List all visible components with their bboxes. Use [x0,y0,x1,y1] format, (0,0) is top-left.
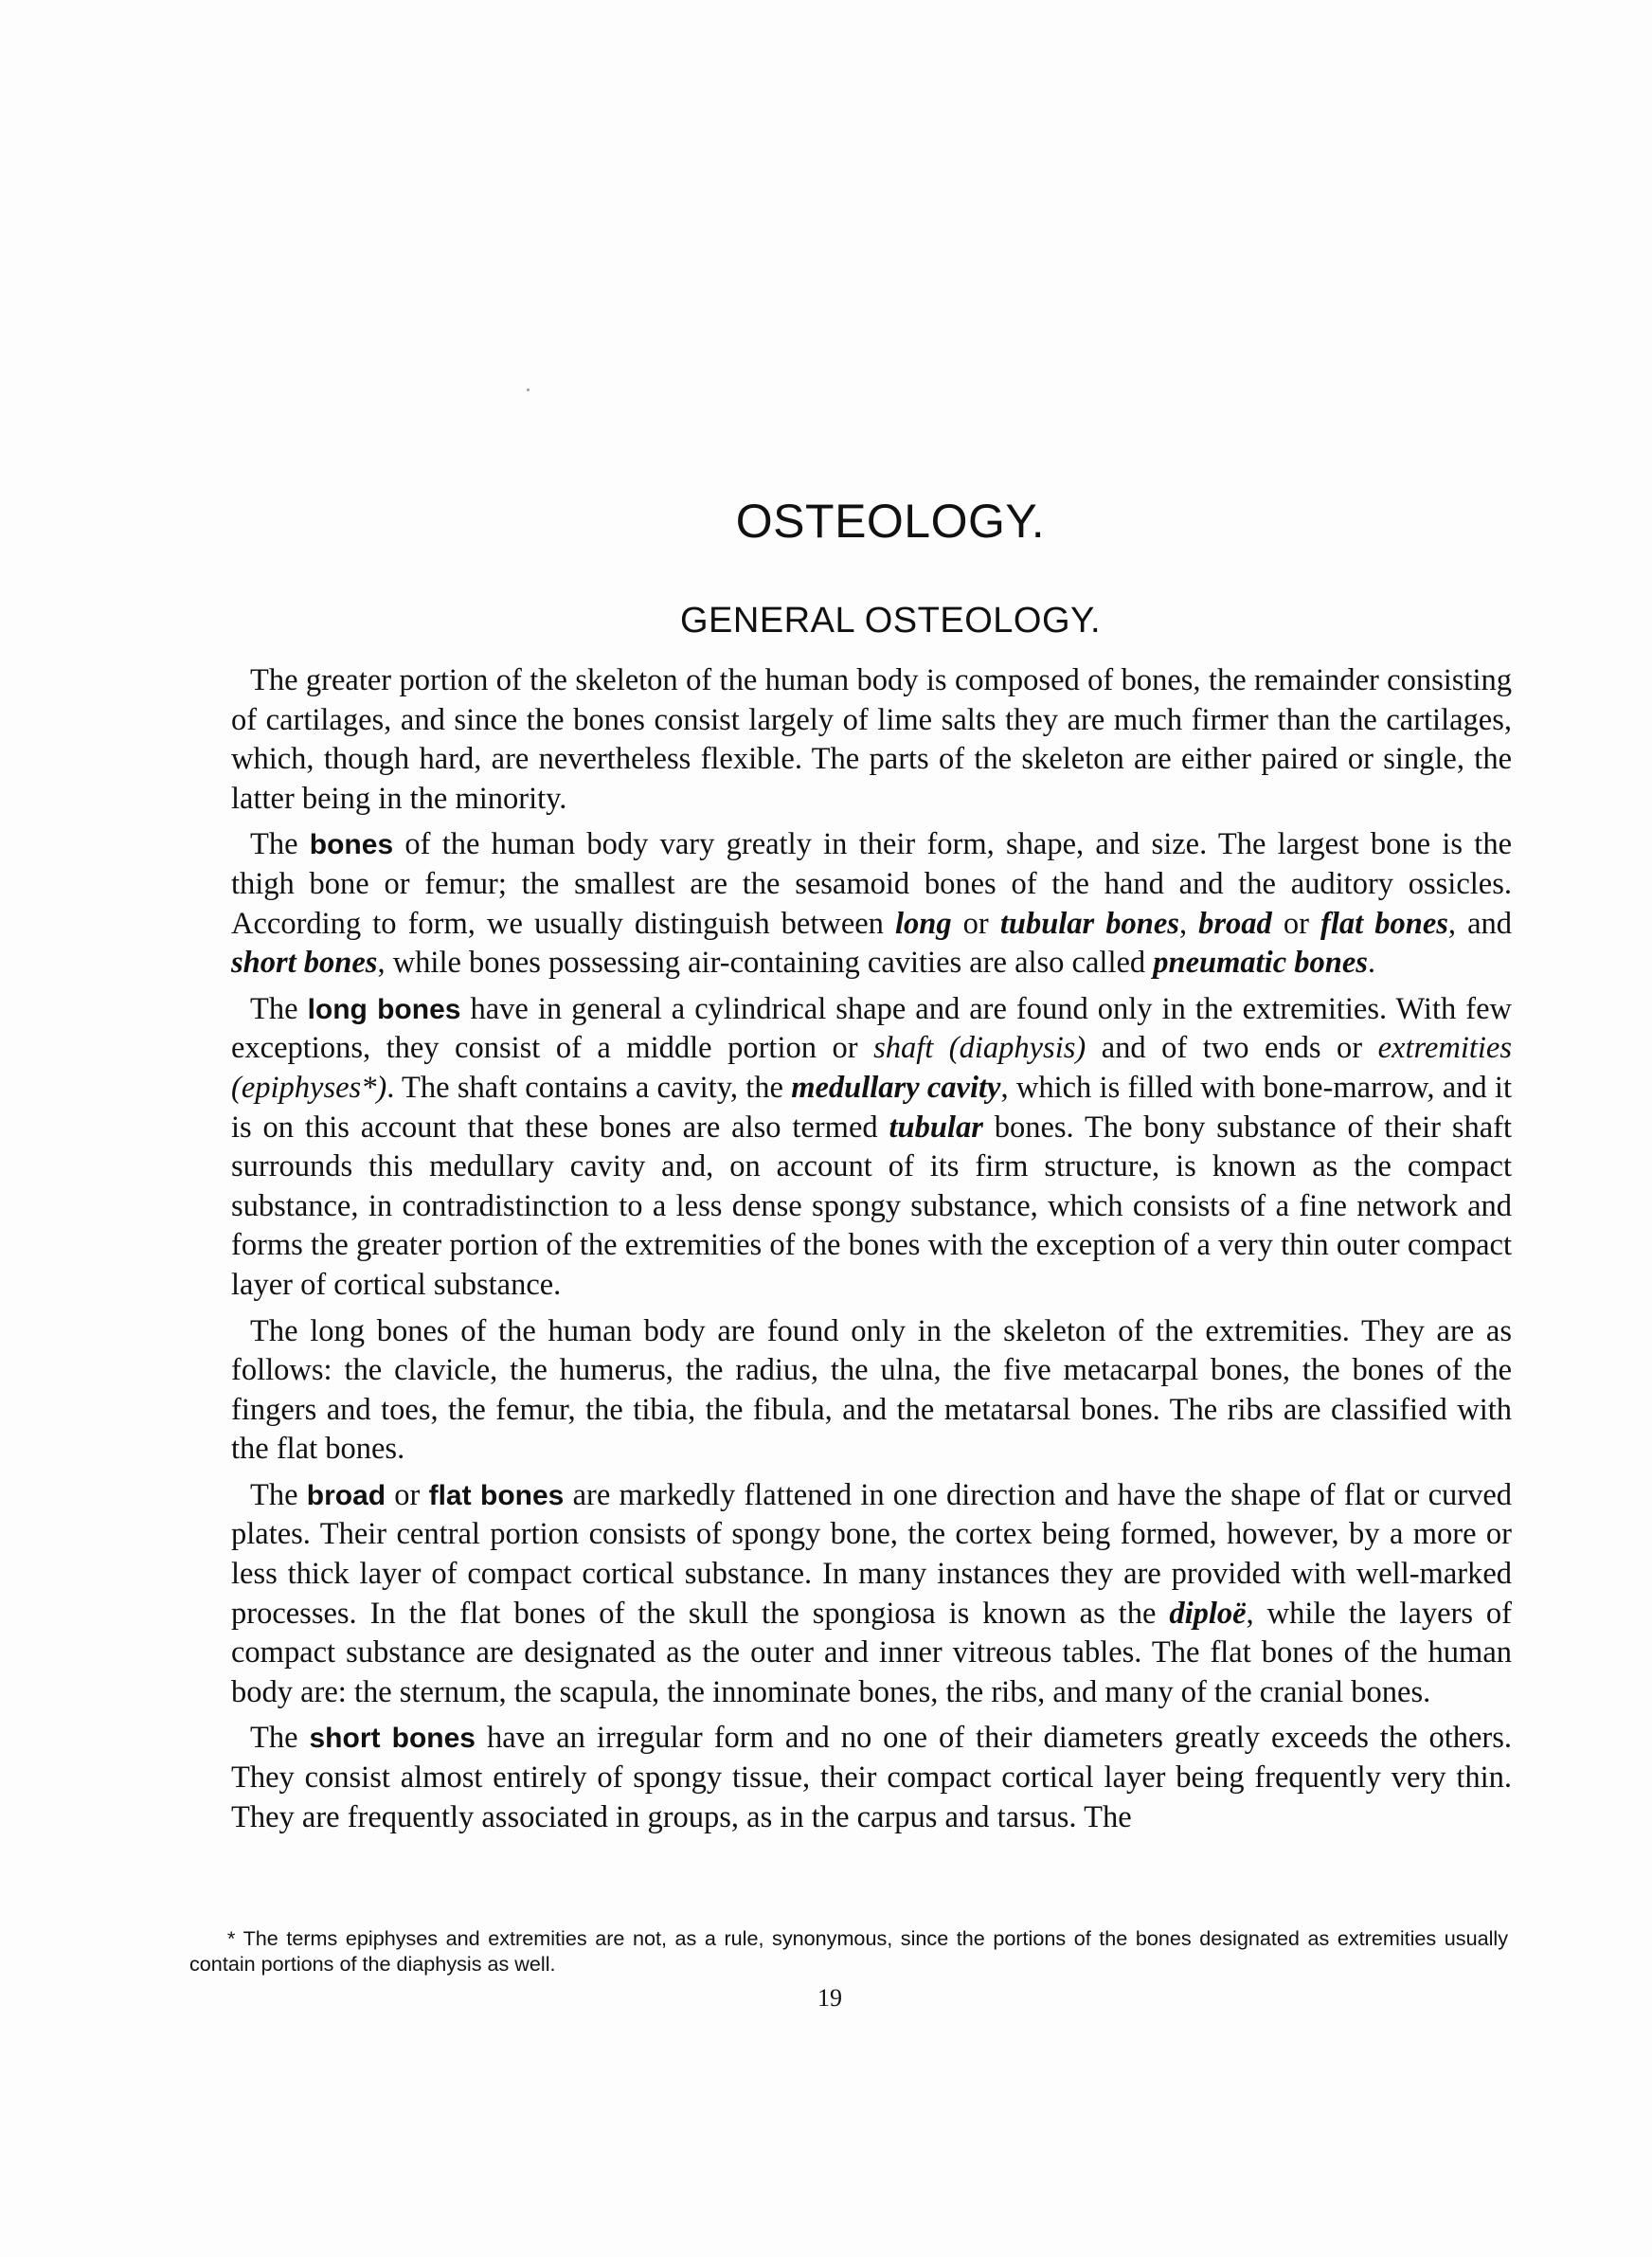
term-bones: bones [309,829,394,861]
page-content [231,493,1512,1844]
scan-speck [527,388,530,391]
term-extremities-epiphyses: extremities (epiphyses*) [231,1031,1512,1105]
text-run: . [1367,946,1376,981]
term-flat-bones: flat bones [1320,906,1448,941]
text-run: are markedly flattened in one direction and have the shape of flat or curved plates. Their central portion consists of spongy bone, the cortex being formed, however, by a more or less thick layer of compact cortical substance. In many instances they are provided with well-marked processes. In the flat bones of the skull the spongiosa is known as the [231,1477,1513,1631]
term-long: long [895,906,952,941]
term-pneumatic-bones: pneumatic bones [1153,946,1368,981]
text-run: The [250,827,310,862]
term-tubular-bones: tubular bones [999,906,1179,941]
text-run: . The shaft contains a cavity, the [386,1070,792,1105]
section-title: GENERAL OSTEOLOGY. [679,601,1102,641]
term-shaft-diaphysis: shaft (diaphysis) [873,1031,1086,1066]
term-long-bones: long bones [307,993,461,1025]
text-run: , while bones possessing air-containing cavities are also called [377,946,1154,981]
page-number: 19 [817,1984,842,2012]
paragraph-6 [231,1719,1512,1837]
term-diploe: diploë [1169,1596,1247,1631]
text-run: or [386,1477,429,1512]
paragraph-2 [231,825,1512,983]
paragraph-5 [231,1476,1512,1713]
text-run: of the human body vary greatly in their form, shape, and size. The largest bone is the thigh bone or femur; the smallest are the sesamoid bones of the hand and the auditory ossicles. According to form, we usually distinguish between [231,827,1512,941]
main-title: OSTEOLOGY. [735,495,1046,548]
text-run: or [951,906,1000,941]
term-broad-bold: broad [306,1479,386,1511]
text-run: The [250,1721,310,1756]
text-run: bones. The bony substance of their shaft surrounds this medullary cavity and, on account of its firm structure, is known as the compact substance, in contradistinction to a less dense spongy substance, which consists of a fine network and forms the greater portion of the extremities of the bones with the exception of a very thin outer compact layer of cortical substance. [231,1110,1513,1302]
text-run: and of two ends or [1086,1031,1378,1066]
text-run: have an irregular form and no one of their diameters greatly exceeds the others. They consist almost entirely of spongy tissue, their compact cortical layer being frequently very thin. They are frequently associated in groups, as in the carpus and tarsus. The [231,1721,1513,1834]
paragraph-1: The greater portion of the skeleton of the human body is composed of bones, the remainder consisting of cartilages, and since the bones consist largely of lime salts they are much firmer than the cartilages, which, though hard, are nevertheless flexible. The parts of the skeleton are either paired or single, the latter being in the minority. [231,663,1512,816]
text-run: , and [1447,906,1513,941]
paragraph-4: The long bones of the human body are found only in the skeleton of the extremities. They are as follows: the clavicle, the humerus, the radius, the ulna, the five metacarpal bones, the bones of the fingers and toes, the femur, the tibia, the fibula, and the metatarsal bones. The ribs are classified with the flat bones. [231,1313,1512,1467]
text-run: The [250,1477,307,1512]
text-run: , which is filled with bone-marrow, and it is on this account that these bones are also termed [231,1070,1512,1145]
term-broad: broad [1198,906,1272,941]
term-short-bones-bold: short bones [309,1723,476,1755]
text-run: have in general a cylindrical shape and are found only in the extremities. With few exceptions, they consist of a middle portion or [231,991,1512,1066]
text-run: , [1178,906,1199,941]
footnote: * The terms epiphyses and extremities are not, as a rule, synonymous, since the portions of the bones designated as extremities usually contain portions of the diaphysis as well. [189,1926,1508,1976]
text-run: The [250,991,308,1026]
term-flat-bones-bold: flat bones [428,1479,565,1511]
term-tubular: tubular [889,1110,983,1145]
paragraph-3 [231,990,1512,1306]
text-run: or [1271,906,1321,941]
term-medullary-cavity: medullary cavity [791,1070,1001,1105]
text-run: , while the layers of compact substance are designated as the outer and inner vitreous tables. The flat bones of the human body are: the sternum, the scapula, the innominate bones, the ribs, and many of the cranial bones. [231,1596,1513,1709]
term-short-bones: short bones [231,946,378,981]
